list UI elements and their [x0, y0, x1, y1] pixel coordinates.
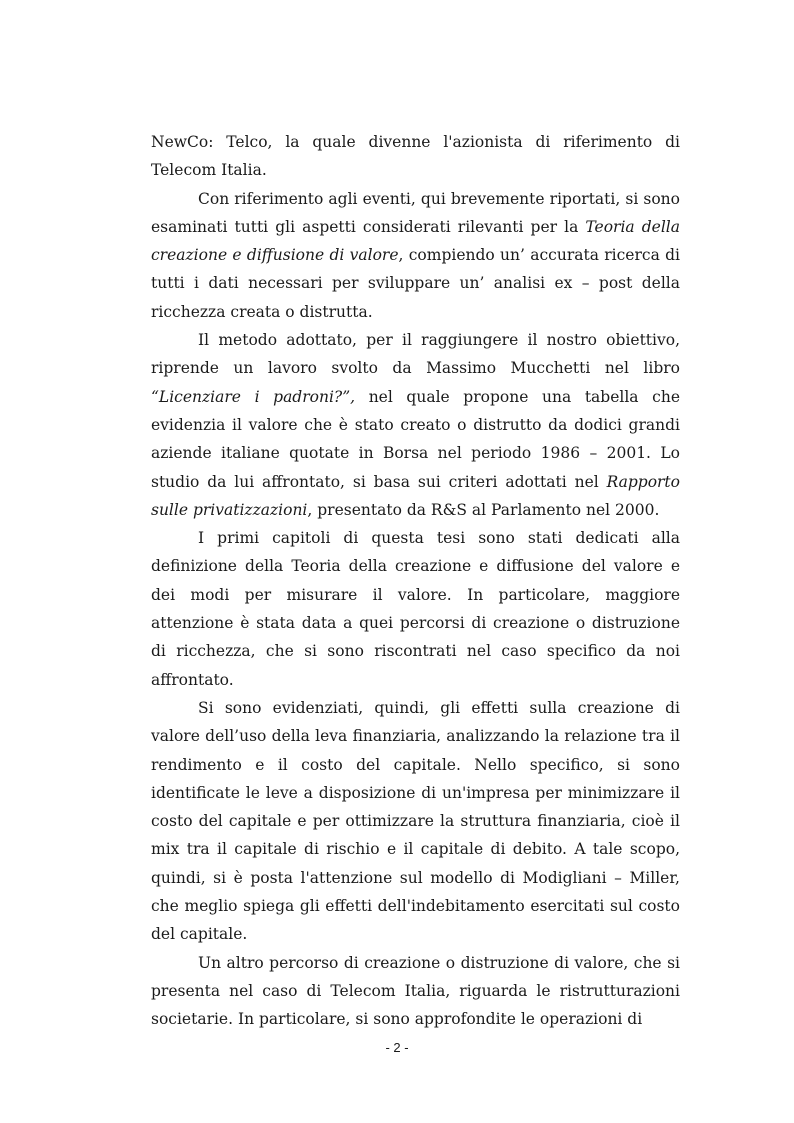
- body-text: [151, 128, 680, 1034]
- italic-book-title: “Licenziare i padroni?”,: [151, 387, 356, 406]
- paragraph-text: Il metodo adottato, per il raggiungere il nostro obiettivo, riprende un lavoro svolto da Massimo Mucchetti nel libro: [151, 331, 680, 378]
- paragraph-text: Con riferimento agli eventi, qui brevemente riportati, si sono esaminati tutti gli aspetti considerati rilevanti per la: [151, 189, 680, 236]
- italic-theory-title: Teoria della creazione e diffusione di valore: [151, 217, 680, 265]
- paragraph-analysis-scope: [151, 185, 680, 326]
- paragraph-method: [151, 326, 680, 524]
- paragraph-financial-leverage: Si sono evidenziati, quindi, gli effetti sulla creazione di valore dell’uso della leva finanziaria, analizzando la relazione tra il rendimento e il costo del capitale. Nello specifico, si sono identificate le leve a disposizione di un'impresa per minimizzare il costo del capitale e per ottimizzare la struttura finanziaria, cioè il mix tra il capitale di rischio e il capitale di debito. A tale scopo, quindi, si è posta l'attenzione sul modello di Modigliani – Miller, che meglio spiega gli effetti dell'indebitamento esercitati sul costo del capitale.: [151, 698, 680, 944]
- paragraph-text: , presentato da R&S al Parlamento nel 2000.: [307, 500, 660, 519]
- paragraph-continuation: NewCo: Telco, la quale divenne l'azionista di riferimento di Telecom Italia.: [151, 133, 680, 180]
- paragraph-restructuring: Un altro percorso di creazione o distruzione di valore, che si presenta nel caso di Telecom Italia, riguarda le ristrutturazioni societarie. In particolare, si sono approfondite le operazioni di: [151, 953, 680, 1029]
- paragraph-text: , compiendo un’ accurata ricerca di tutti i dati necessari per sviluppare un’ analisi ex – post della ricchezza creata o distrutta.: [151, 246, 680, 321]
- italic-report-title: Rapporto sulle privatizzazioni: [151, 472, 680, 519]
- paragraph-chapters: I primi capitoli di questa tesi sono stati dedicati alla definizione della Teoria della creazione e diffusione del valore e dei modi per misurare il valore. In particolare, maggiore attenzione è stata data a quei percorsi di creazione o distruzione di ricchezza, che si sono riscontrati nel caso specifico da noi affrontato.: [151, 529, 680, 689]
- page-number: - 2 -: [385, 1040, 409, 1055]
- paragraph-text: nel quale propone una tabella che evidenzia il valore che è stato creato o distrutto da dodici grandi aziende italiane quotate in Borsa nel periodo 1986 – 2001. Lo studio da lui affrontato, si basa sui criteri adottati nel: [151, 387, 680, 491]
